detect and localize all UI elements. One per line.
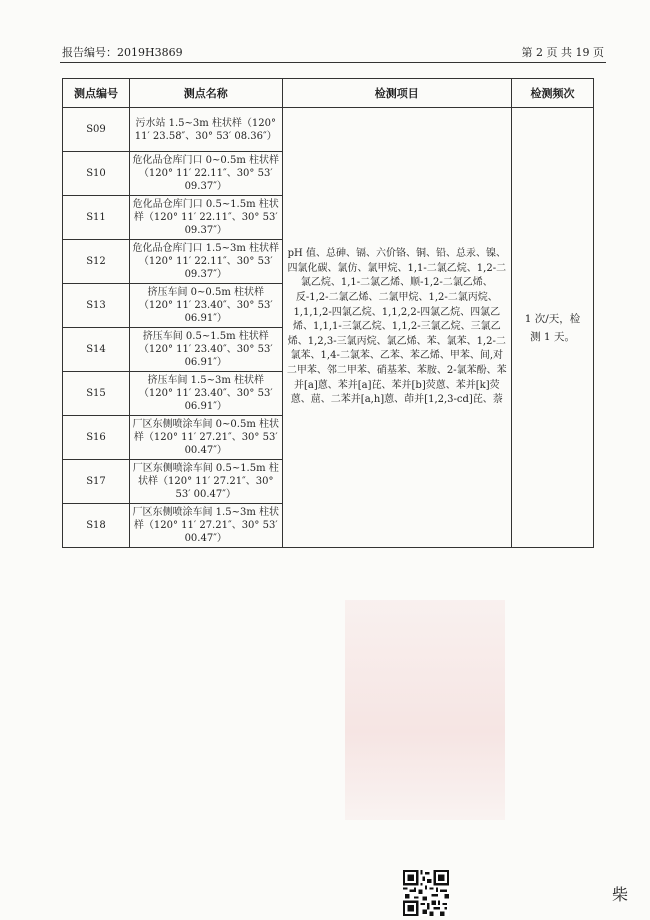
point-name: 挤压车间 1.5~3m 柱状样（120° 11′ 23.40″、30° 53′ 06.91″） [129,372,282,416]
test-frequency: 1 次/天，检测 1 天。 [512,108,594,548]
header-frequency: 检测频次 [512,79,594,108]
point-id: S09 [63,108,130,152]
point-id: S11 [63,196,130,240]
report-number: 报告编号：2019H3869 [62,46,183,59]
point-name: 危化品仓库门口 0.5~1.5m 柱状样（120° 11′ 22.11″、30° 53′ 09.37″） [129,196,282,240]
header-point-id: 测点编号 [63,79,130,108]
page-header [62,42,604,60]
header-divider [60,62,606,63]
seam-stamp: 柴 [611,885,628,904]
table-row [63,108,594,152]
table-header-row [63,79,594,108]
point-name: 厂区东侧喷涂车间 0.5~1.5m 柱状样（120° 11′ 27.21″、30° 53′ 00.47″） [129,460,282,504]
point-name: 污水站 1.5~3m 柱状样（120° 11′ 23.58″、30° 53′ 08.36″） [129,108,282,152]
page-number: 第 2 页 共 19 页 [521,46,604,59]
point-id: S17 [63,460,130,504]
point-name: 厂区东侧喷涂车间 1.5~3m 柱状样（120° 11′ 27.21″、30° 53′ 00.47″） [129,504,282,548]
sampling-table [62,78,594,548]
test-items: pH 值、总砷、镉、六价铬、铜、铅、总汞、镍、四氯化碳、氯仿、氯甲烷、1,1-二氯乙烷、1,2-二氯乙烷、1,1-二氯乙烯、顺-1,2-二氯乙烯、反-1,2-二氯乙烯、二氯甲烷、1,2-二氯丙烷、1,1,1,2-四氯乙烷、1,1,2,2-四氯乙烷、四氯乙烯、1,1,1-三氯乙烷、1,1,2-三氯乙烷、三氯乙烯、1,2,3-三氯丙烷、氯乙烯、苯、氯苯、1,2-二氯苯、1,4-二氯苯、乙苯、苯乙烯、甲苯、间,对二甲苯、邻二甲苯、硝基苯、苯胺、2-氯苯酚、苯并[a]蒽、苯并[a]芘、苯并[b]荧蒽、苯并[k]荧蒽、䓛、二苯并[a,h]蒽、茚并[1,2,3-cd]芘、萘 [282,108,512,548]
point-id: S12 [63,240,130,284]
point-id: S10 [63,152,130,196]
point-name: 挤压车间 0~0.5m 柱状样（120° 11′ 23.40″、30° 53′ 06.91″） [129,284,282,328]
header-test-items: 检测项目 [282,79,512,108]
point-name: 厂区东侧喷涂车间 0~0.5m 柱状样（120° 11′ 27.21″、30° 53′ 00.47″） [129,416,282,460]
qr-code-icon [403,870,449,916]
point-name: 挤压车间 0.5~1.5m 柱状样（120° 11′ 23.40″、30° 53′ 06.91″） [129,328,282,372]
point-name: 危化品仓库门口 1.5~3m 柱状样（120° 11′ 22.11″、30° 53′ 09.37″） [129,240,282,284]
header-point-name: 测点名称 [129,79,282,108]
point-id: S13 [63,284,130,328]
point-id: S18 [63,504,130,548]
red-stamp-watermark [345,600,505,820]
point-id: S14 [63,328,130,372]
point-name: 危化品仓库门口 0~0.5m 柱状样（120° 11′ 22.11″、30° 53′ 09.37″） [129,152,282,196]
point-id: S16 [63,416,130,460]
point-id: S15 [63,372,130,416]
